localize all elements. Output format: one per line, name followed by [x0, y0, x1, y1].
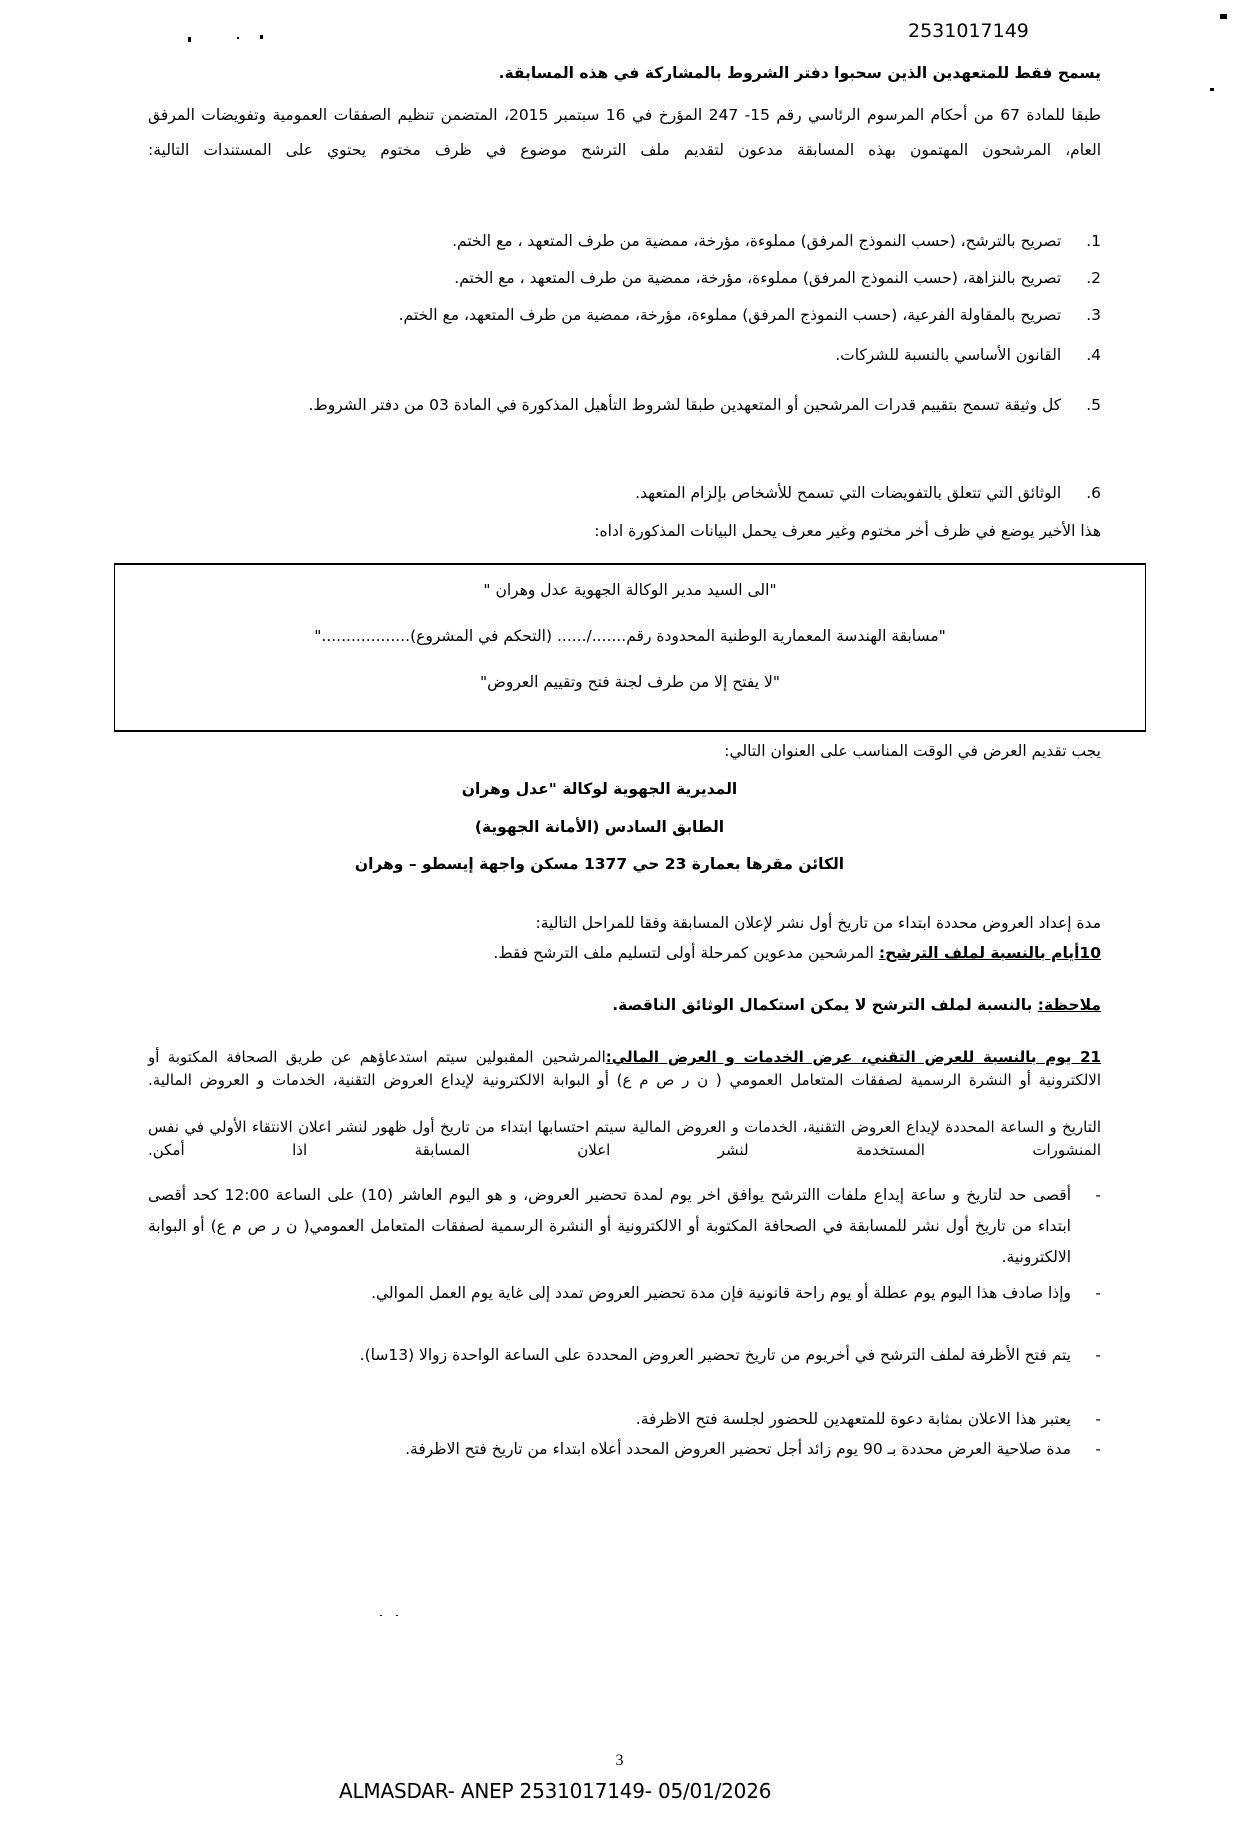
document-item — [399, 306, 1101, 324]
rule-item — [148, 1180, 1101, 1273]
rule-text: أقصى حد لتاريخ و ساعة إيداع ملفات االترشح يوافق اخر يوم لمدة تحضير العروض، و هو اليوم العاشر (10) على الساعة 12:00 كحد أقصى ابتداء من تاريخ أول نشر للمسابقة في الصحافة المكتوبة أو الالكترونية أو النشرة الرسمية لصفقات المتعامل العمومي( ن ر ص م ع) أو البوابة الالكترونية. — [148, 1186, 1071, 1266]
scan-speck — [380, 1615, 382, 1616]
scan-speck — [237, 37, 239, 39]
document-item — [145, 386, 1101, 424]
phase2-text: المرشحين المقبولين سيتم استدعاؤهم عن طريق الصحافة المكتوبة أو الالكترونية أو النشرة الرسمية لصفقات المتعامل العمومي ( ن ر ص م ع) أو البوابة الالكترونية لإيداع العروض التقنية، الخدمات و العروض المالية. — [148, 1048, 1101, 1089]
envelope-warning: "لا يفتح إلا من طرف لجنة فتح وتقييم العروض" — [480, 673, 780, 691]
document-item — [635, 484, 1101, 502]
rule-item — [148, 1434, 1101, 1465]
address-line: المديرية الجهوية لوكالة "عدل وهران — [461, 780, 738, 798]
item-number: 1. — [1086, 232, 1101, 250]
phase2-date: التاريخ و الساعة المحددة لإيداع العروض التقنية، الخدمات و العروض المالية سيتم احتسابها ابتداء من تاريخ أول ظهور لنشر اعلان الانتقاء الأولي في نفس المنشورات المستخدمة لنشر اعلان المسابقة اذا أمكن. — [148, 1118, 1101, 1159]
note-label: ملاحظة: — [1037, 996, 1101, 1014]
envelope-competition: "مسابقة الهندسة المعمارية الوطنية المحدودة رقم......./...... (التحكم في المشروع).................." — [314, 627, 946, 645]
scan-speck — [260, 35, 263, 39]
item-text: القانون الأساسي بالنسبة للشركات. — [835, 346, 1062, 364]
address-intro: يجب تقديم العرض في الوقت المناسب على العنوان التالي: — [724, 742, 1101, 760]
document-item — [454, 269, 1101, 287]
intro-paragraph: طبقا للمادة 67 من أحكام المرسوم الرئاسي رقم 15- 247 المؤرخ في 16 سبتمبر 2015، المتضمن تنظيم الصفقات العمومية وتفويضات المرفق العام، المرشحون المهتمون بهذه المسابقة مدعون لتقديم ملف الترشح موضوع في ظرف مختوم يحتوي على المستندات التالية: — [148, 106, 1101, 159]
phase2-label: 21 يوم بالنسبة للعرض التقني، عرض الخدمات و العرض المالي: — [605, 1048, 1101, 1066]
intro-line: يسمح فقط للمتعهدين الذين سحبوا دفتر الشروط بالمشاركة في هذه المسابقة. — [498, 64, 1101, 82]
item-number: 6. — [1086, 484, 1101, 502]
bullet-dash: - — [1095, 1410, 1101, 1428]
address-line: الطابق السادس (الأمانة الجهوية) — [474, 818, 725, 836]
timeline-intro: مدة إعداد العروض محددة ابتداء من تاريخ أول نشر لإعلان المسابقة وفقا للمراحل التالية: — [535, 914, 1101, 932]
envelope-note: هذا الأخير يوضع في ظرف أخر مختوم وغير معرف يحمل البيانات المذكورة اداه: — [594, 522, 1101, 540]
rule-text: يعتبر هذا الاعلان بمثابة دعوة للمتعهدين للحضور لجلسة فتح الاظرفة. — [635, 1410, 1071, 1428]
item-text: تصريح بالمقاولة الفرعية، (حسب النموذج المرفق) مملوءة، مؤرخة، ممضية من طرف المتعهد، مع الختم. — [398, 306, 1062, 324]
scan-speck — [396, 1615, 398, 1616]
item-text: تصريح بالترشح، (حسب النموذج المرفق) مملوءة، مؤرخة، ممضية من طرف المتعهد ، مع الختم. — [452, 232, 1062, 250]
page-number: 3 — [615, 1752, 624, 1769]
note-text: بالنسبة لملف الترشح لا يمكن استكمال الوثائق الناقصة. — [612, 996, 1038, 1014]
rule-text: مدة صلاحية العرض محددة بـ 90 يوم زائد أجل تحضير العروض المحدد أعلاه ابتداء من تاريخ فتح الاظرفة. — [405, 1440, 1071, 1458]
item-number: 5. — [1086, 396, 1101, 414]
publication-footer: ALMASDAR- ANEP 2531017149- 05/01/2026 — [339, 1779, 772, 1803]
item-text: الوثائق التي تتعلق بالتفويضات التي تسمح للأشخاص بإلزام المتعهد. — [635, 484, 1062, 502]
bullet-dash: - — [1095, 1440, 1101, 1458]
item-number: 2. — [1086, 269, 1101, 287]
envelope-label-box — [114, 563, 1146, 732]
phase2 — [148, 1046, 1101, 1092]
phase1 — [493, 944, 1101, 962]
phase1-text: المرشحين مدعوين كمرحلة أولى لتسليم ملف الترشح فقط. — [493, 944, 879, 962]
rule-text: يتم فتح الأظرفة لملف الترشح في أخريوم من تاريخ تحضير العروض المحددة على الساعة الواحدة زوالا (13سا). — [359, 1346, 1071, 1364]
item-number: 4. — [1086, 346, 1101, 364]
rule-text: وإذا صادف هذا اليوم يوم عطلة أو يوم راحة قانونية فإن مدة تحضير العروض تمدد إلى غاية يوم العمل الموالي. — [371, 1284, 1071, 1302]
rule-item — [148, 1340, 1101, 1371]
rule-item — [148, 1278, 1101, 1309]
bullet-dash: - — [1095, 1284, 1101, 1302]
scan-speck — [1210, 88, 1214, 91]
item-text: كل وثيقة تسمح بتقييم قدرات المرشحين أو المتعهدين طبقا لشروط التأهيل المذكورة في المادة 03 من دفتر الشروط. — [308, 396, 1062, 414]
item-text: تصريح بالنزاهة، (حسب النموذج المرفق) مملوءة، مؤرخة، ممضية من طرف المتعهد ، مع الختم. — [454, 269, 1062, 287]
bullet-dash: - — [1095, 1186, 1101, 1204]
note — [612, 996, 1101, 1014]
item-number: 3. — [1086, 306, 1101, 324]
document-item — [452, 232, 1101, 250]
rule-item — [148, 1404, 1101, 1435]
scan-speck — [1220, 14, 1227, 19]
document-item — [835, 346, 1101, 364]
envelope-addressee: "الى السيد مدير الوكالة الجهوية عدل وهران " — [483, 581, 777, 599]
phase1-label: 10أيام بالنسبة لملف الترشح: — [878, 944, 1101, 962]
scan-speck — [188, 37, 191, 42]
bullet-dash: - — [1095, 1346, 1101, 1364]
address-line: الكائن مقرها بعمارة 23 حي 1377 مسكن واجهة إيسطو – وهران — [354, 855, 845, 873]
reference-number: 2531017149 — [908, 20, 1029, 42]
